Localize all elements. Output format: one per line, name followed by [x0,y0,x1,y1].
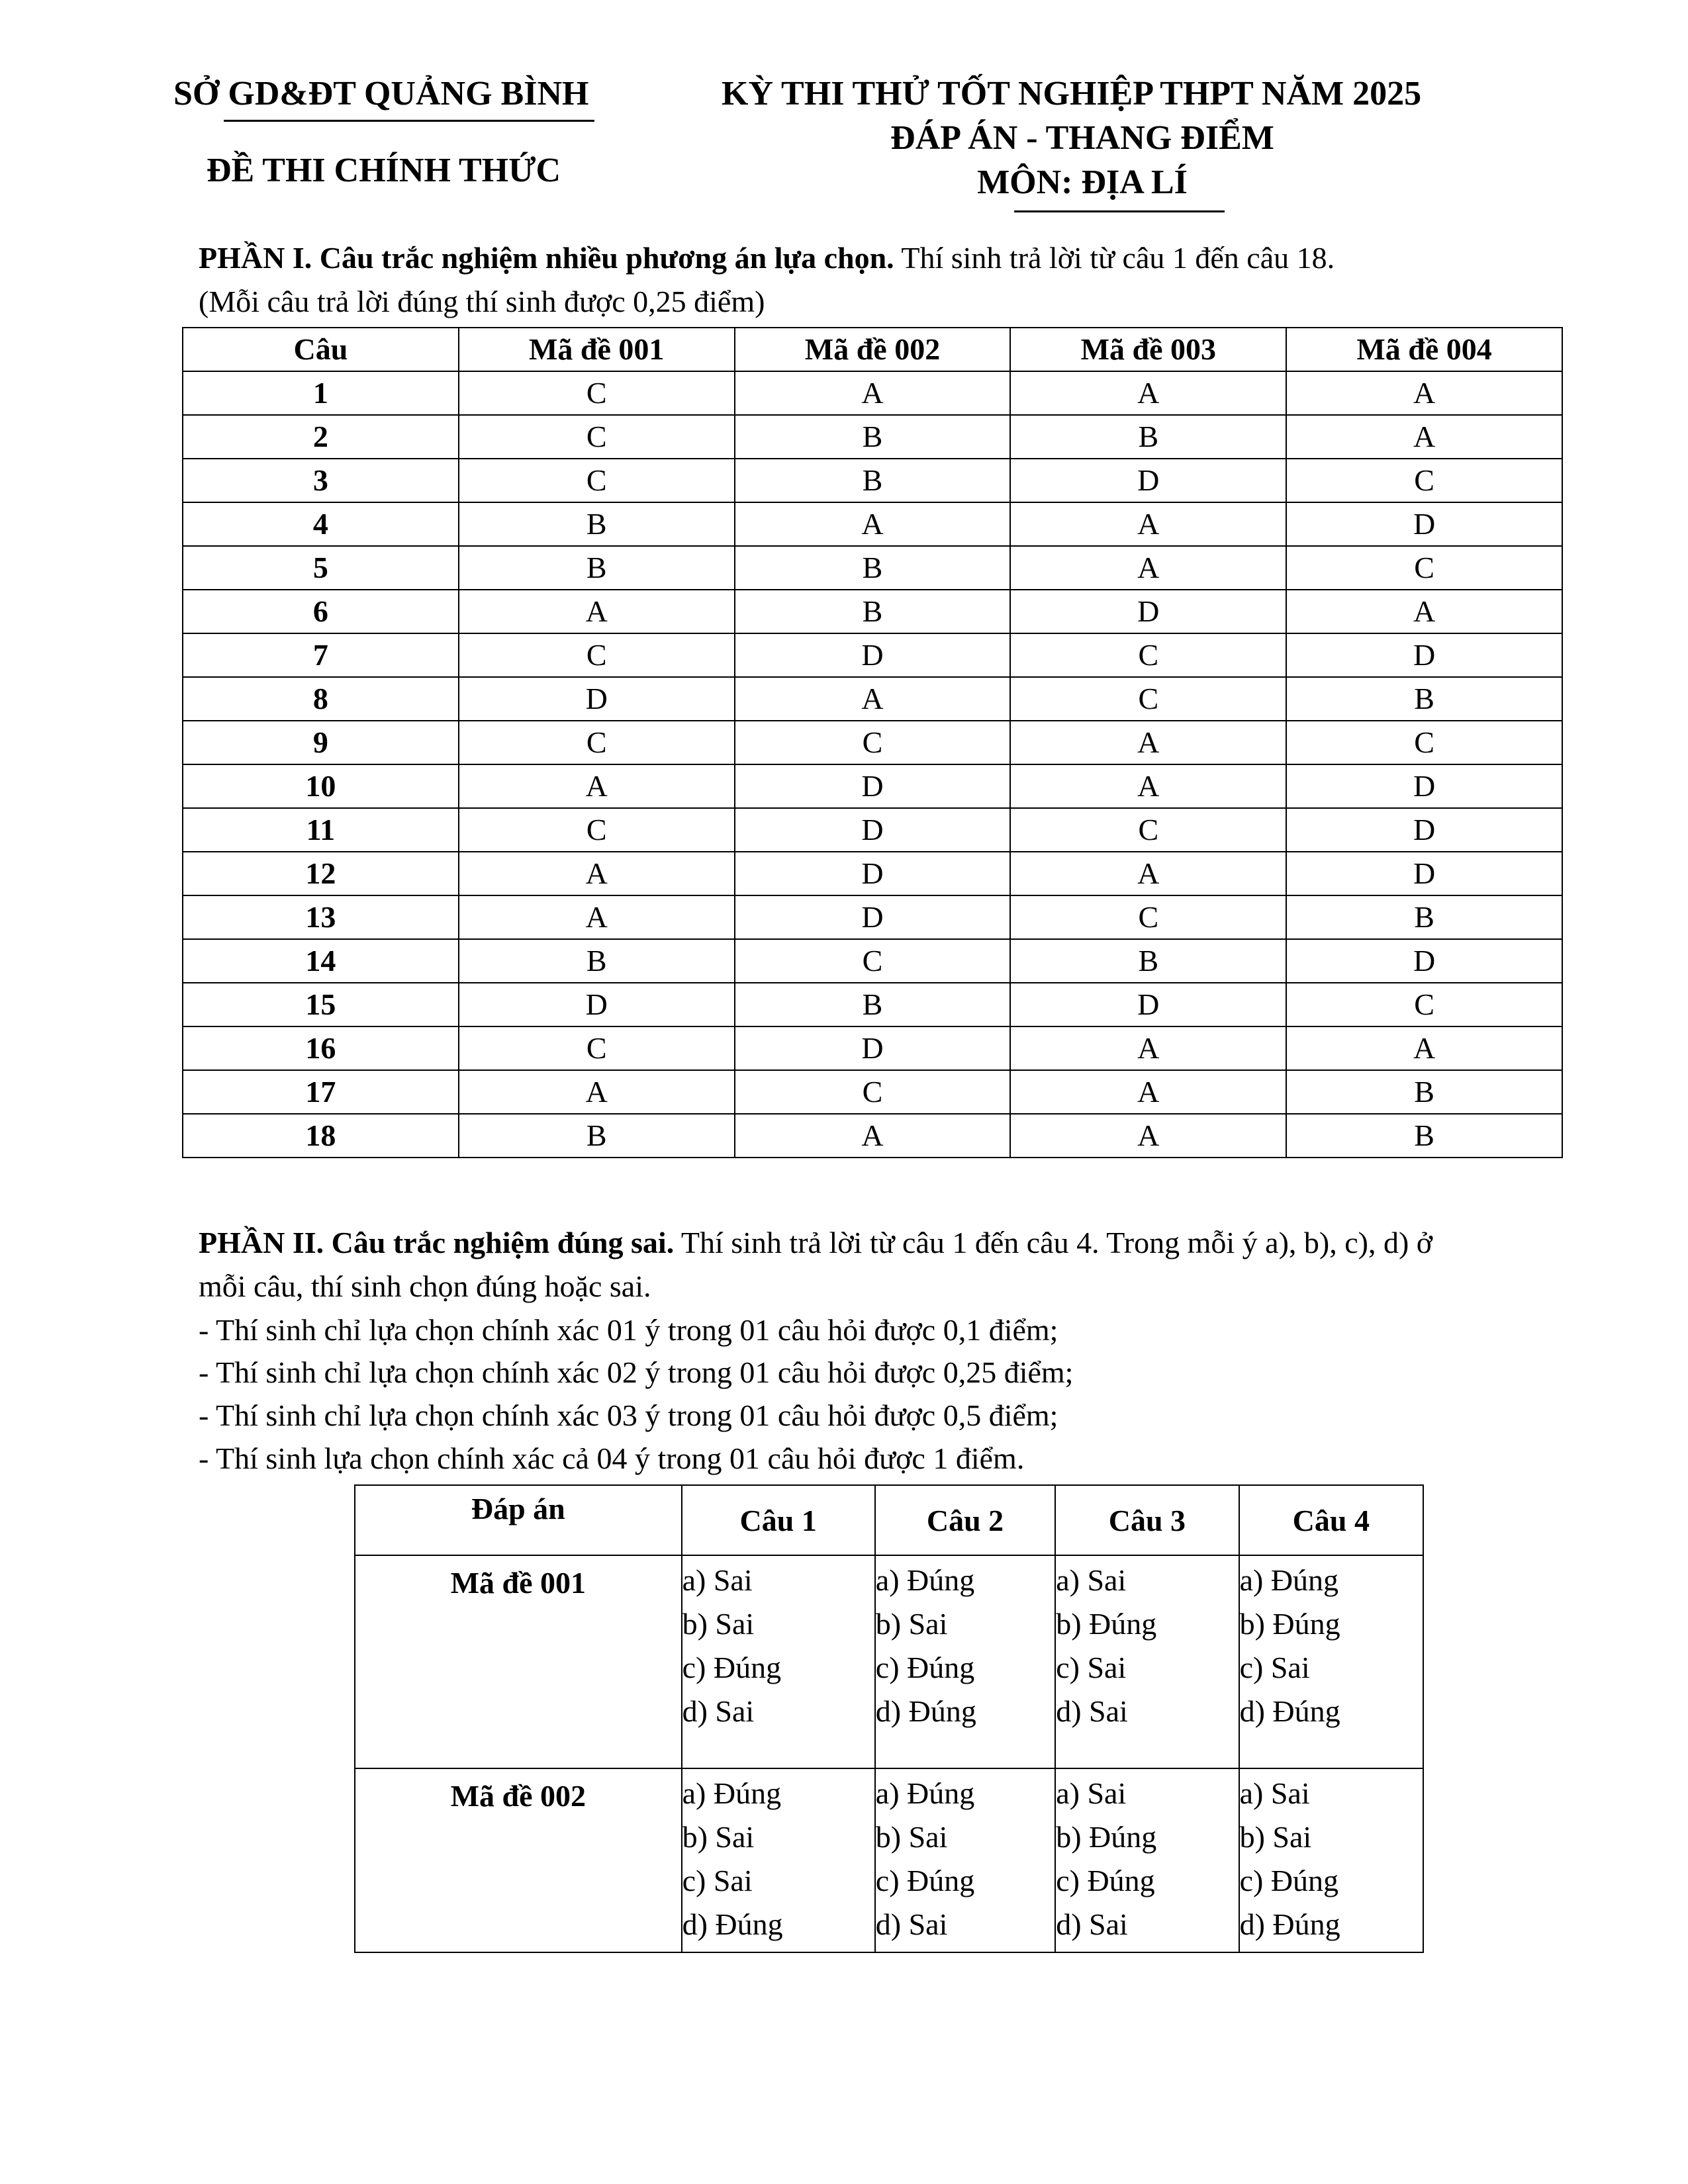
answer-cell: C [1010,633,1286,677]
answer-item: b) Sai [875,1820,948,1854]
department-underline [224,120,594,122]
answer-cell [875,1768,1055,1952]
part2-title: PHẦN II. Câu trắc nghiệm đúng sai. [199,1226,675,1259]
table-row [183,721,1562,764]
question-number: 4 [183,502,459,546]
answer-cell: C [735,1070,1011,1114]
answer-item: a) Đúng [1239,1563,1339,1597]
part1-heading [199,237,1335,279]
answer-cell: D [735,764,1011,808]
question-number: 7 [183,633,459,677]
answer-item: c) Đúng [1056,1864,1155,1897]
part2-instruction-cont: mỗi câu, thí sinh chọn đúng hoặc sai. [199,1269,651,1303]
subject: MÔN: ĐỊA LÍ [977,163,1188,201]
column-header: Câu 4 [1239,1485,1423,1555]
answer-cell: D [1286,502,1562,546]
table-row [183,895,1562,939]
column-header: Câu 1 [682,1485,875,1555]
scoring-rule: - Thí sinh lựa chọn chính xác cả 04 ý trong 01 câu hỏi được 1 điểm. [199,1441,1025,1475]
table-row [183,371,1562,415]
answer-cell: C [459,371,735,415]
answer-item: b) Đúng [1056,1607,1157,1641]
answer-cell: C [459,415,735,459]
answer-cell: C [459,1026,735,1070]
exam-code: Mã đề 002 [355,1768,682,1952]
question-number: 16 [183,1026,459,1070]
table-row [183,1026,1562,1070]
answer-cell: A [1286,371,1562,415]
answer-cell: A [1286,1026,1562,1070]
table-header-row [355,1485,1423,1555]
part2-heading [199,1222,1432,1264]
answer-item: a) Sai [1056,1563,1127,1597]
answer-cell: C [1010,895,1286,939]
table-row [183,546,1562,590]
answer-cell: A [1286,590,1562,633]
answer-cell: B [735,546,1011,590]
answer-cell: B [735,983,1011,1026]
question-number: 15 [183,983,459,1026]
answer-cell: A [735,1114,1011,1158]
column-header: Mã đề 003 [1010,328,1286,371]
question-number: 12 [183,852,459,895]
answer-item: d) Đúng [1239,1694,1340,1728]
answer-cell [1239,1768,1423,1952]
answer-cell: B [459,939,735,983]
table-row [183,1070,1562,1114]
table-header-row [183,328,1562,371]
part1-title: PHẦN I. Câu trắc nghiệm nhiều phương án lựa chọn. [199,241,894,275]
table-row [183,808,1562,852]
question-number: 8 [183,677,459,721]
answer-item: d) Sai [1056,1694,1128,1728]
answer-cell: D [459,677,735,721]
answer-cell: D [735,895,1011,939]
answer-cell: A [459,895,735,939]
question-number: 9 [183,721,459,764]
answer-cell: B [459,1114,735,1158]
answer-item: a) Đúng [875,1563,975,1597]
column-header: Câu [183,328,459,371]
question-number: 3 [183,459,459,502]
table-row [183,502,1562,546]
answer-item: d) Đúng [682,1907,783,1941]
table-row [183,852,1562,895]
table-row [183,633,1562,677]
answer-item: c) Sai [682,1864,753,1897]
answer-cell: C [1010,677,1286,721]
answer-cell [682,1768,875,1952]
answer-cell: B [1286,1114,1562,1158]
table-row [183,415,1562,459]
answer-item: b) Sai [875,1607,948,1641]
answer-cell: D [1010,590,1286,633]
answer-item: d) Đúng [1239,1907,1340,1941]
answer-cell: A [1010,1114,1286,1158]
table-row [355,1555,1423,1768]
answer-cell: A [1010,852,1286,895]
answer-cell: D [1286,852,1562,895]
answer-cell: B [459,502,735,546]
answer-cell: A [1010,371,1286,415]
question-number: 6 [183,590,459,633]
question-number: 10 [183,764,459,808]
answer-cell: A [459,852,735,895]
answer-cell: A [1286,415,1562,459]
scoring-rule: - Thí sinh chỉ lựa chọn chính xác 03 ý trong 01 câu hỏi được 0,5 điểm; [199,1398,1058,1432]
question-number: 18 [183,1114,459,1158]
table-row [183,764,1562,808]
answer-cell: D [459,983,735,1026]
table-row [183,939,1562,983]
column-header: Câu 3 [1055,1485,1239,1555]
answer-cell: D [1286,939,1562,983]
answer-item: b) Sai [682,1820,755,1854]
answer-cell: A [459,590,735,633]
answer-item: c) Đúng [1239,1864,1339,1897]
answer-cell: D [1010,983,1286,1026]
table-row [183,590,1562,633]
answer-cell: C [459,808,735,852]
answer-cell: B [735,459,1011,502]
exam-status: ĐỀ THI CHÍNH THỨC [207,152,561,189]
exam-title: KỲ THI THỬ TỐT NGHIỆP THPT NĂM 2025 [722,75,1422,113]
subject-underline [1014,210,1225,212]
answer-cell: D [735,633,1011,677]
exam-code: Mã đề 001 [355,1555,682,1768]
answer-cell: B [735,590,1011,633]
answer-cell [1055,1768,1239,1952]
answer-cell: A [1010,546,1286,590]
question-number: 11 [183,808,459,852]
answer-item: d) Sai [875,1907,948,1941]
question-number: 5 [183,546,459,590]
answer-cell: A [735,371,1011,415]
answer-cell: C [459,459,735,502]
answer-item: a) Sai [1239,1776,1310,1810]
question-number: 2 [183,415,459,459]
answer-cell: B [1286,1070,1562,1114]
answer-cell: C [1286,546,1562,590]
answer-item: b) Sai [682,1607,755,1641]
column-header: Mã đề 004 [1286,328,1562,371]
column-header: Câu 2 [875,1485,1055,1555]
answer-cell: A [1010,764,1286,808]
answer-cell: A [735,677,1011,721]
answer-item: c) Đúng [875,1864,975,1897]
document-type: ĐÁP ÁN - THANG ĐIỂM [890,119,1274,157]
department-name: SỞ GD&ĐT QUẢNG BÌNH [173,75,589,113]
table-row [183,677,1562,721]
answer-cell [682,1555,875,1768]
answer-cell: C [735,721,1011,764]
answer-item: c) Đúng [875,1651,975,1684]
part2-answer-table [354,1484,1424,1953]
answer-item: a) Đúng [875,1776,975,1810]
table-row [183,1114,1562,1158]
answer-cell: D [1286,764,1562,808]
answer-cell: C [1286,721,1562,764]
answer-cell [1239,1555,1423,1768]
answer-cell: A [1010,502,1286,546]
answer-item: b) Đúng [1239,1607,1340,1641]
answer-cell: A [459,764,735,808]
answer-item: d) Sai [682,1694,755,1728]
answer-item: d) Sai [1056,1907,1128,1941]
answer-cell: C [1286,983,1562,1026]
scoring-rule: - Thí sinh chỉ lựa chọn chính xác 02 ý trong 01 câu hỏi được 0,25 điểm; [199,1355,1074,1389]
answer-item: a) Sai [1056,1776,1127,1810]
answer-cell: A [735,502,1011,546]
answer-cell: B [735,415,1011,459]
column-header: Mã đề 002 [735,328,1011,371]
answer-cell: D [735,852,1011,895]
answer-item: b) Đúng [1056,1820,1157,1854]
answer-cell: B [459,546,735,590]
part1-instruction: Thí sinh trả lời từ câu 1 đến câu 18. [894,241,1335,275]
answer-cell [875,1555,1055,1768]
answer-item: a) Đúng [682,1776,782,1810]
answer-cell: B [1010,939,1286,983]
part2-instruction: Thí sinh trả lời từ câu 1 đến câu 4. Trong mỗi ý a), b), c), d) ở [674,1226,1433,1259]
question-number: 17 [183,1070,459,1114]
answer-item: d) Đúng [875,1694,976,1728]
answer-item: a) Sai [682,1563,753,1597]
answer-cell: D [735,808,1011,852]
column-header: Đáp án [355,1485,682,1555]
answer-cell: A [1010,1070,1286,1114]
answer-item: b) Sai [1239,1820,1312,1854]
answer-cell: C [735,939,1011,983]
answer-item: c) Sai [1239,1651,1310,1684]
part1-answer-table [182,327,1563,1158]
table-row [183,459,1562,502]
part1-scoring: (Mỗi câu trả lời đúng thí sinh được 0,25 điểm) [199,285,765,318]
question-number: 14 [183,939,459,983]
answer-cell: B [1286,895,1562,939]
answer-item: c) Đúng [682,1651,782,1684]
answer-cell: D [1010,459,1286,502]
answer-cell: C [1286,459,1562,502]
answer-cell: D [1286,808,1562,852]
answer-cell: C [459,633,735,677]
answer-cell: C [1010,808,1286,852]
answer-cell [1055,1555,1239,1768]
table-row [183,983,1562,1026]
answer-cell: B [1010,415,1286,459]
answer-cell: D [1286,633,1562,677]
column-header: Mã đề 001 [459,328,735,371]
question-number: 1 [183,371,459,415]
answer-cell: D [735,1026,1011,1070]
answer-cell: A [1010,721,1286,764]
answer-cell: C [459,721,735,764]
scoring-rule: - Thí sinh chỉ lựa chọn chính xác 01 ý trong 01 câu hỏi được 0,1 điểm; [199,1313,1058,1347]
answer-item: c) Sai [1056,1651,1127,1684]
answer-cell: A [1010,1026,1286,1070]
question-number: 13 [183,895,459,939]
table-row [355,1768,1423,1952]
answer-cell: B [1286,677,1562,721]
answer-cell: A [459,1070,735,1114]
